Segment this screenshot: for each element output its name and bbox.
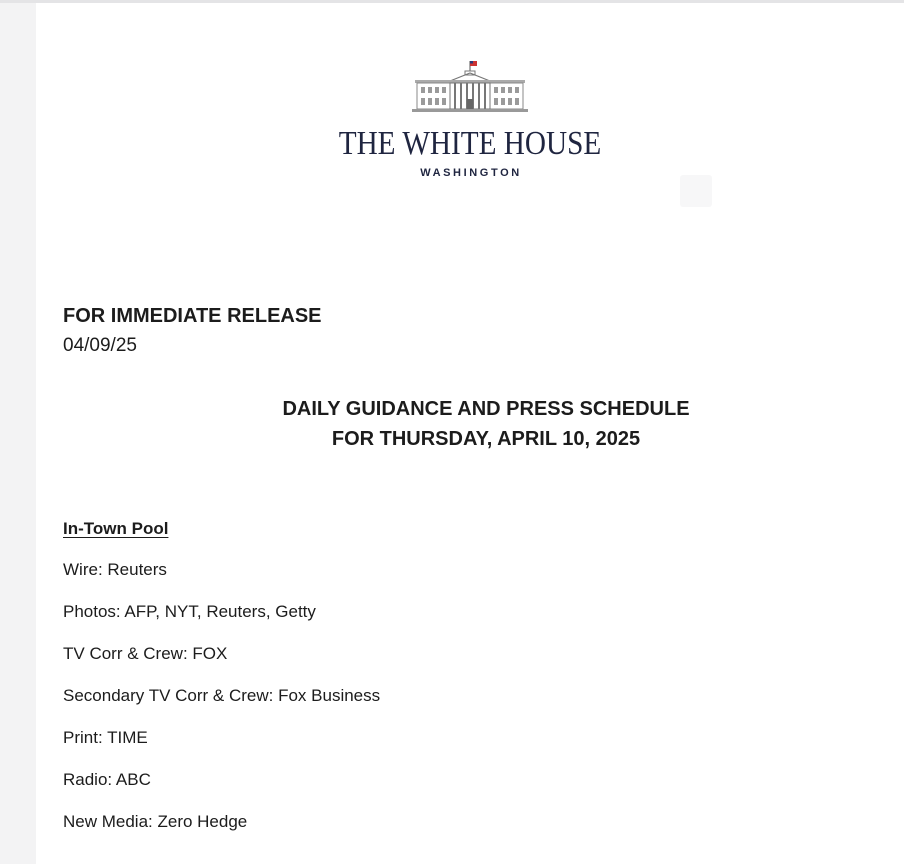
pool-heading: In-Town Pool (63, 519, 169, 538)
logo-wordmark: THE WHITE HOUSE (338, 125, 602, 162)
pool-item-wire: Wire: Reuters (63, 560, 167, 579)
pool-item-new-media: New Media: Zero Hedge (63, 812, 248, 831)
release-label: FOR IMMEDIATE RELEASE (63, 305, 322, 327)
white-house-building-icon (410, 59, 530, 115)
pool-item-print: Print: TIME (63, 728, 148, 747)
pool-item-radio: Radio: ABC (63, 770, 151, 789)
schedule-title (36, 394, 904, 454)
placeholder-square (680, 175, 712, 207)
schedule-title-line2: FOR THURSDAY, APRIL 10, 2025 (331, 428, 641, 450)
release-date: 04/09/25 (63, 335, 137, 356)
schedule-title-line1: DAILY GUIDANCE AND PRESS SCHEDULE (282, 398, 690, 420)
document-page (36, 3, 904, 864)
pool-item-tv: TV Corr & Crew: FOX (63, 644, 228, 663)
pool-item-photos: Photos: AFP, NYT, Reuters, Getty (63, 602, 316, 621)
pool-item-secondary-tv: Secondary TV Corr & Crew: Fox Business (63, 686, 381, 705)
pool-list (63, 559, 380, 853)
white-house-logo (36, 59, 904, 179)
logo-subtitle: WASHINGTON (420, 167, 522, 179)
